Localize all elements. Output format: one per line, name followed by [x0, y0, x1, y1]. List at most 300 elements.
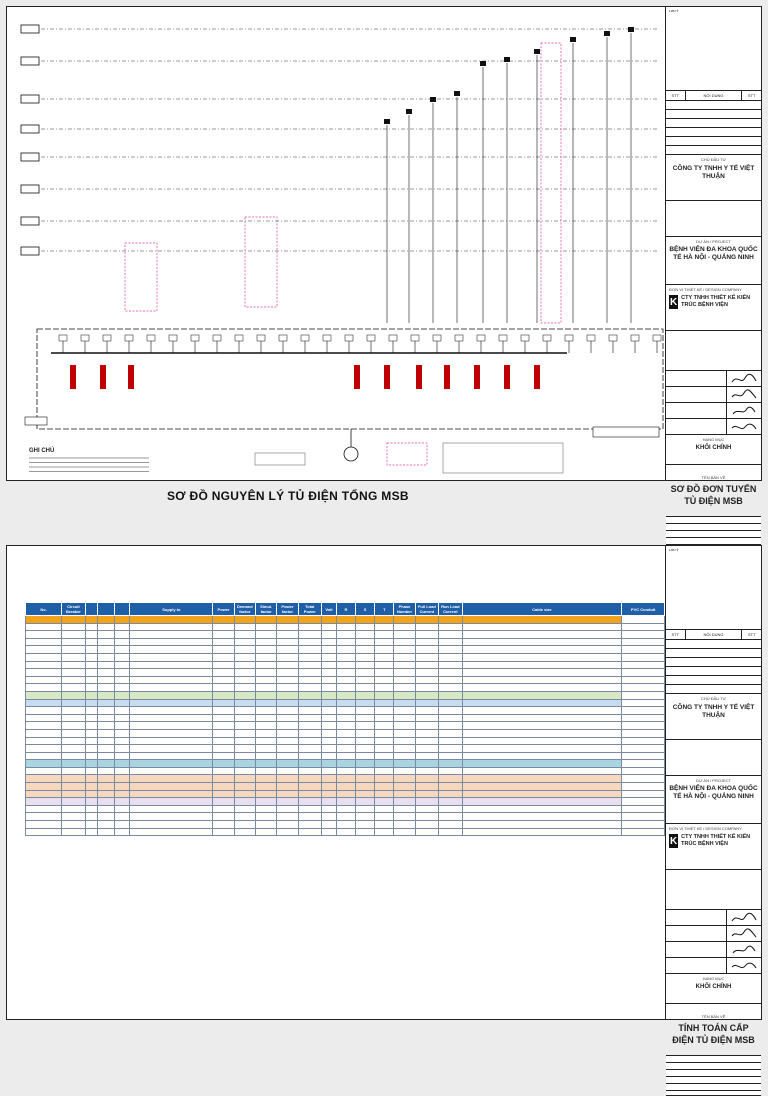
- table-cell: [375, 821, 394, 829]
- table-row: [26, 745, 665, 753]
- table-cell: [356, 798, 375, 806]
- table-cell: [622, 737, 665, 745]
- table-cell: [322, 722, 337, 730]
- table-cell: [277, 623, 298, 631]
- table-cell: [298, 699, 321, 707]
- table-cell: [115, 752, 130, 760]
- table-cell: [234, 745, 255, 753]
- table-cell: [115, 821, 130, 829]
- table-cell: [115, 813, 130, 821]
- table-cell: [85, 691, 98, 699]
- table-cell: [213, 699, 234, 707]
- item-block: HẠNG MỤC KHỐI CHÍNH: [666, 435, 761, 465]
- table-cell: [322, 828, 337, 836]
- table-cell: [277, 783, 298, 791]
- table-cell: [115, 767, 130, 775]
- table-cell: [394, 729, 415, 737]
- table-row: [26, 828, 665, 836]
- signature-row: [666, 942, 761, 958]
- table-cell: [115, 646, 130, 654]
- breaker-icon: [389, 335, 397, 341]
- table-cell: [85, 821, 98, 829]
- generator-box: [255, 453, 305, 465]
- drawing-name-block: TÊN BẢN VẼ TÍNH TOÁN CẤP ĐIỆN TỦ ĐIỆN MSB: [666, 1004, 761, 1056]
- table-cell: [98, 729, 115, 737]
- table-header-cell: Supply to: [130, 603, 213, 616]
- table-cell: [130, 745, 213, 753]
- table-cell: [98, 616, 115, 624]
- table-cell: [115, 623, 130, 631]
- table-cell: [336, 760, 355, 768]
- table-cell: [277, 775, 298, 783]
- table-cell: [622, 790, 665, 798]
- table-cell: [62, 623, 85, 631]
- table-cell: [62, 691, 85, 699]
- table-cell: [85, 661, 98, 669]
- table-cell: [298, 821, 321, 829]
- note-blue-row: [26, 843, 665, 850]
- table-cell: [336, 828, 355, 836]
- table-cell: [98, 653, 115, 661]
- table-cell: [298, 790, 321, 798]
- table-row: [26, 783, 665, 791]
- table-row: [26, 669, 665, 677]
- title-block: [665, 546, 761, 1045]
- floor-panel-icon: [480, 61, 486, 66]
- table-cell: [234, 790, 255, 798]
- drawing-name: SƠ ĐỒ ĐƠN TUYẾN TỦ ĐIỆN MSB: [670, 483, 757, 506]
- table-cell: [622, 767, 665, 775]
- table-cell: [234, 813, 255, 821]
- table-cell: [415, 722, 438, 730]
- table-cell: [622, 669, 665, 677]
- table-cell: [130, 699, 213, 707]
- table-header-cell: Phase Number: [394, 603, 415, 616]
- table-cell: [298, 714, 321, 722]
- revision-header: STT NỘI DUNG STT: [666, 91, 761, 101]
- floor-marker: [21, 217, 39, 225]
- table-cell: [322, 790, 337, 798]
- table-cell: [439, 638, 462, 646]
- table-cell: [85, 828, 98, 836]
- table-cell: [255, 775, 276, 783]
- table-cell: [462, 828, 622, 836]
- table-cell: [322, 691, 337, 699]
- table-cell: [255, 790, 276, 798]
- table-cell: [415, 669, 438, 677]
- table-cell: [277, 653, 298, 661]
- table-cell: [255, 729, 276, 737]
- table-cell: [375, 828, 394, 836]
- table-cell: [115, 790, 130, 798]
- table-cell: [255, 623, 276, 631]
- table-cell: [322, 805, 337, 813]
- breaker-icon: [653, 335, 661, 341]
- table-cell: [255, 722, 276, 730]
- table-cell: [394, 638, 415, 646]
- table-cell: [255, 699, 276, 707]
- table-cell: [62, 767, 85, 775]
- table-cell: [415, 737, 438, 745]
- breaker-icon: [411, 335, 419, 341]
- notes-heading: GHI CHÚ: [29, 448, 55, 454]
- table-cell: [336, 752, 355, 760]
- table-cell: [298, 646, 321, 654]
- table-cell: [322, 775, 337, 783]
- table-cell: [85, 745, 98, 753]
- table-cell: [322, 760, 337, 768]
- table-cell: [277, 669, 298, 677]
- table-cell: [375, 760, 394, 768]
- table-cell: [213, 790, 234, 798]
- table-cell: [622, 798, 665, 806]
- current-transformer-icon: [534, 365, 540, 389]
- table-cell: [213, 813, 234, 821]
- table-cell: [277, 714, 298, 722]
- table-cell: [394, 745, 415, 753]
- breaker-icon: [521, 335, 529, 341]
- floor-marker: [21, 247, 39, 255]
- table-cell: [85, 798, 98, 806]
- table-cell: [322, 745, 337, 753]
- floor-marker: [21, 57, 39, 65]
- table-cell: [277, 798, 298, 806]
- table-row: [26, 661, 665, 669]
- breaker-icon: [169, 335, 177, 341]
- table-cell: [98, 691, 115, 699]
- table-cell: [322, 638, 337, 646]
- table-cell: [356, 805, 375, 813]
- owner-name: CÔNG TY TNHH Y TẾ VIỆT THUẬN: [672, 704, 755, 719]
- table-header-cell: R: [336, 603, 355, 616]
- table-header-cell: [85, 603, 98, 616]
- table-cell: [115, 783, 130, 791]
- breaker-icon: [367, 335, 375, 341]
- table-cell: [462, 653, 622, 661]
- table-cell: [62, 707, 85, 715]
- table-cell: [115, 669, 130, 677]
- breaker-icon: [213, 335, 221, 341]
- table-cell: [98, 669, 115, 677]
- table-cell: [415, 767, 438, 775]
- table-cell: [26, 684, 62, 692]
- breaker-icon: [279, 335, 287, 341]
- table-cell: [298, 691, 321, 699]
- table-cell: [322, 714, 337, 722]
- table-cell: [298, 760, 321, 768]
- table-cell: [130, 790, 213, 798]
- breaker-icon: [499, 335, 507, 341]
- table-cell: [622, 623, 665, 631]
- table-cell: [356, 745, 375, 753]
- table-cell: [213, 752, 234, 760]
- table-cell: [375, 669, 394, 677]
- table-cell: [277, 790, 298, 798]
- table-cell: [298, 798, 321, 806]
- current-transformer-icon: [474, 365, 480, 389]
- table-cell: [622, 760, 665, 768]
- table-cell: [234, 616, 255, 624]
- table-cell: [234, 684, 255, 692]
- table-cell: [62, 813, 85, 821]
- table-row: [26, 638, 665, 646]
- signature-row: [666, 387, 761, 403]
- table-cell: [26, 798, 62, 806]
- table-cell: [375, 783, 394, 791]
- table-cell: [298, 783, 321, 791]
- breaker-icon: [147, 335, 155, 341]
- table-cell: [85, 669, 98, 677]
- table-cell: [213, 760, 234, 768]
- table-cell: [130, 813, 213, 821]
- table-cell: [415, 745, 438, 753]
- table-cell: [439, 767, 462, 775]
- table-cell: [375, 623, 394, 631]
- table-cell: [336, 737, 355, 745]
- table-cell: [213, 767, 234, 775]
- table-cell: [255, 828, 276, 836]
- breaker-icon: [433, 335, 441, 341]
- table-header-cell: Demand factor: [234, 603, 255, 616]
- table-cell: [85, 729, 98, 737]
- table-cell: [356, 752, 375, 760]
- item-value: KHỐI CHÍNH: [695, 445, 732, 451]
- table-cell: [439, 760, 462, 768]
- table-cell: [115, 684, 130, 692]
- table-row: [26, 623, 665, 631]
- table-cell: [415, 638, 438, 646]
- table-cell: [234, 638, 255, 646]
- table-cell: [462, 737, 622, 745]
- floor-panel-icon: [628, 27, 634, 32]
- item-value: KHỐI CHÍNH: [695, 984, 732, 990]
- table-cell: [277, 684, 298, 692]
- table-header-cell: Cable size: [462, 603, 622, 616]
- table-cell: [62, 646, 85, 654]
- table-cell: [622, 775, 665, 783]
- table-cell: [375, 676, 394, 684]
- table-cell: [298, 676, 321, 684]
- table-cell: [213, 745, 234, 753]
- table-cell: [322, 684, 337, 692]
- table-cell: [85, 722, 98, 730]
- signature-icon: [731, 405, 757, 417]
- drawing-name: TÍNH TOÁN CẤP ĐIỆN TỦ ĐIỆN MSB: [672, 1022, 755, 1045]
- design-company-name: CTY TNHH THIẾT KẾ KIẾN TRÚC BỆNH VIỆN: [681, 295, 751, 308]
- table-cell: [394, 707, 415, 715]
- table-cell: [98, 767, 115, 775]
- table-cell: [394, 653, 415, 661]
- table-cell: [462, 752, 622, 760]
- table-cell: [322, 631, 337, 639]
- table-cell: [394, 798, 415, 806]
- table-cell: [298, 745, 321, 753]
- table-cell: [85, 676, 98, 684]
- table-cell: [462, 821, 622, 829]
- table-cell: [85, 616, 98, 624]
- table-cell: [85, 783, 98, 791]
- table-cell: [298, 729, 321, 737]
- table-cell: [322, 707, 337, 715]
- floor-panel-icon: [570, 37, 576, 42]
- table-cell: [415, 775, 438, 783]
- table-cell: [234, 669, 255, 677]
- table-cell: [98, 821, 115, 829]
- table-cell: [336, 813, 355, 821]
- table-cell: [375, 752, 394, 760]
- notes-block: [29, 449, 149, 472]
- signature-row: [666, 403, 761, 419]
- table-cell: [415, 616, 438, 624]
- table-header-cell: PVC Conduit: [622, 603, 665, 616]
- table-cell: [277, 737, 298, 745]
- table-cell: [336, 616, 355, 624]
- table-cell: [62, 737, 85, 745]
- table-cell: [26, 714, 62, 722]
- table-cell: [130, 760, 213, 768]
- table-cell: [394, 805, 415, 813]
- table-header-cell: Run Load Current: [439, 603, 462, 616]
- table-cell: [255, 707, 276, 715]
- table-cell: [26, 722, 62, 730]
- table-cell: [336, 729, 355, 737]
- table-cell: [439, 646, 462, 654]
- table-cell: [322, 783, 337, 791]
- table-cell: [277, 646, 298, 654]
- table-cell: [98, 722, 115, 730]
- breaker-icon: [565, 335, 573, 341]
- table-cell: [375, 767, 394, 775]
- table-cell: [130, 646, 213, 654]
- design-company-address: [666, 331, 761, 371]
- table-cell: [277, 699, 298, 707]
- table-cell: [213, 638, 234, 646]
- current-transformer-icon: [128, 365, 134, 389]
- table-cell: [234, 798, 255, 806]
- table-cell: [439, 623, 462, 631]
- table-cell: [234, 737, 255, 745]
- table-cell: [213, 798, 234, 806]
- table-cell: [255, 691, 276, 699]
- table-cell: [26, 623, 62, 631]
- table-cell: [322, 813, 337, 821]
- table-cell: [336, 676, 355, 684]
- table-cell: [277, 767, 298, 775]
- table-row: [26, 646, 665, 654]
- table-cell: [462, 676, 622, 684]
- msb-label-box: [25, 417, 47, 425]
- table-cell: [356, 699, 375, 707]
- table-cell: [322, 798, 337, 806]
- table-cell: [213, 684, 234, 692]
- table-cell: [26, 646, 62, 654]
- table-cell: [415, 699, 438, 707]
- table-cell: [98, 714, 115, 722]
- table-cell: [98, 638, 115, 646]
- table-cell: [98, 623, 115, 631]
- table-row: [26, 752, 665, 760]
- table-cell: [213, 783, 234, 791]
- table-cell: [439, 661, 462, 669]
- table-cell: [336, 745, 355, 753]
- company-logo-icon: K: [669, 296, 678, 308]
- table-cell: [26, 752, 62, 760]
- table-cell: [130, 783, 213, 791]
- table-cell: [356, 631, 375, 639]
- single-line-diagram-svg: [7, 7, 667, 480]
- table-row: [26, 684, 665, 692]
- table-cell: [439, 783, 462, 791]
- table-cell: [130, 729, 213, 737]
- table-cell: [255, 783, 276, 791]
- table-cell: [234, 707, 255, 715]
- table-cell: [375, 729, 394, 737]
- table-cell: [415, 623, 438, 631]
- table-cell: [298, 805, 321, 813]
- table-cell: [62, 676, 85, 684]
- table-cell: [130, 767, 213, 775]
- table-cell: [255, 805, 276, 813]
- table-cell: [622, 752, 665, 760]
- table-cell: [336, 707, 355, 715]
- table-cell: [85, 684, 98, 692]
- table-row: [26, 729, 665, 737]
- table-cell: [439, 714, 462, 722]
- table-cell: [375, 631, 394, 639]
- table-cell: [462, 646, 622, 654]
- signature-icon: [731, 912, 757, 924]
- pink-dashed-box: [541, 43, 561, 323]
- table-cell: [622, 653, 665, 661]
- table-cell: [394, 783, 415, 791]
- table-header-cell: Total Power: [298, 603, 321, 616]
- table-cell: [213, 729, 234, 737]
- table-cell: [85, 707, 98, 715]
- table-cell: [255, 760, 276, 768]
- table-cell: [622, 821, 665, 829]
- table-cell: [439, 775, 462, 783]
- table-cell: [26, 760, 62, 768]
- table-cell: [234, 722, 255, 730]
- table-cell: [622, 729, 665, 737]
- table-cell: [213, 775, 234, 783]
- table-cell: [85, 737, 98, 745]
- table-cell: [130, 691, 213, 699]
- table-cell: [375, 798, 394, 806]
- table-cell: [394, 676, 415, 684]
- breaker-icon: [191, 335, 199, 341]
- table-cell: [622, 661, 665, 669]
- table-cell: [322, 737, 337, 745]
- table-cell: [62, 722, 85, 730]
- table-cell: [462, 638, 622, 646]
- table-cell: [130, 722, 213, 730]
- table-row: [26, 707, 665, 715]
- table-cell: [234, 783, 255, 791]
- table-cell: [336, 775, 355, 783]
- table-cell: [234, 760, 255, 768]
- table-cell: [439, 828, 462, 836]
- table-cell: [234, 821, 255, 829]
- table-cell: [375, 653, 394, 661]
- table-cell: [62, 661, 85, 669]
- drawing-sheet-msb-calculation: [6, 545, 762, 1045]
- table-cell: [622, 745, 665, 753]
- table-cell: [213, 616, 234, 624]
- table-cell: [322, 669, 337, 677]
- table-cell: [439, 729, 462, 737]
- table-cell: [115, 661, 130, 669]
